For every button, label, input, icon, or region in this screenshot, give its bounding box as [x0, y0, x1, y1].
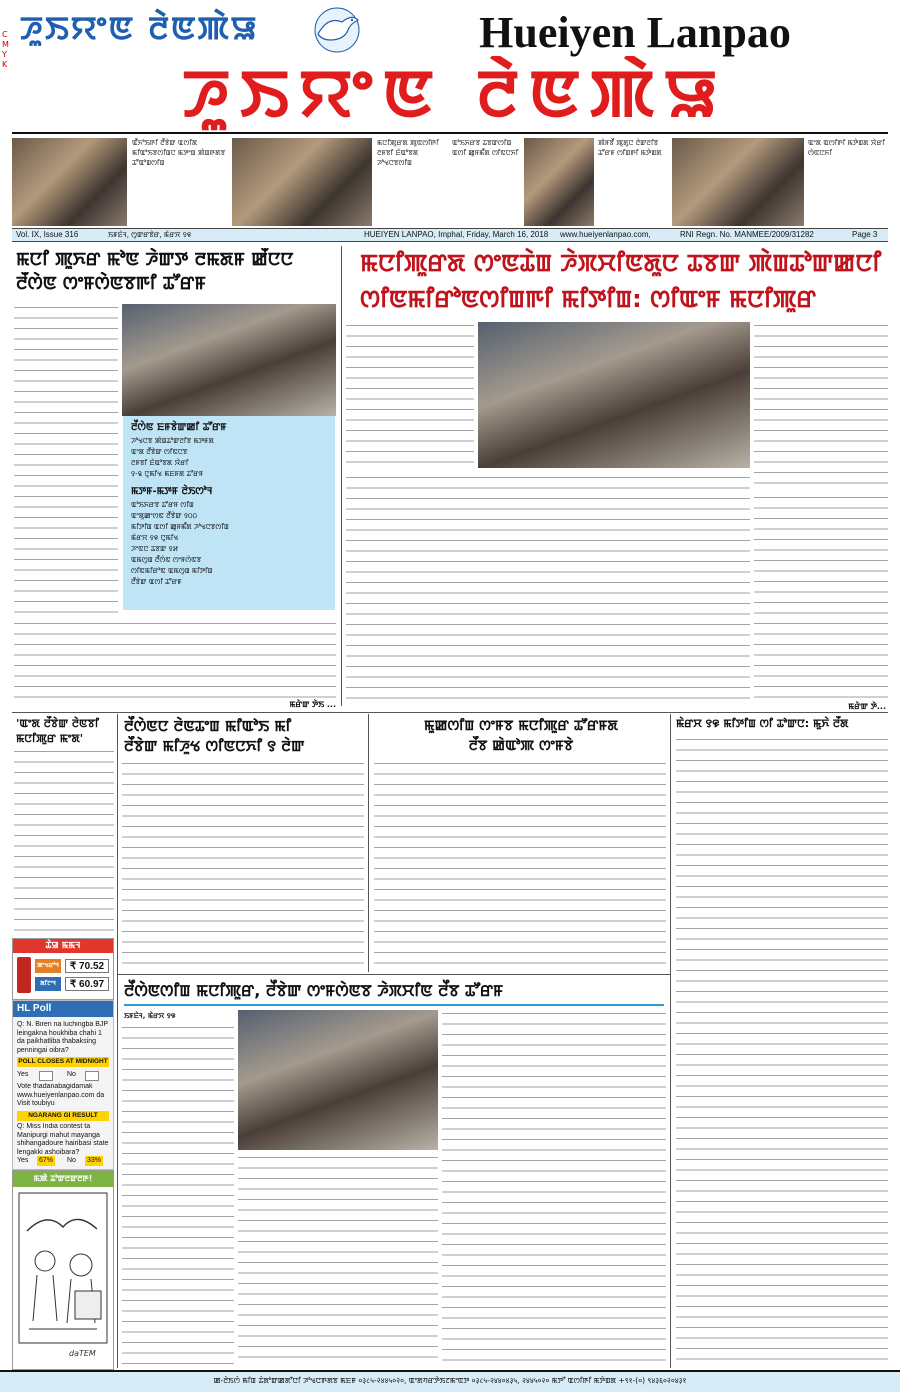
- mid-b-body: [122, 760, 364, 970]
- poll-result-question: Q: Miss India contest ta Manipurgi mahut mayanga shihangadoure hairibasi state lengakki ashoibara?: [17, 1123, 109, 1156]
- poll-question: Q: N. Biren na luchingba BJP leingakna houkhiba chahi 1 da paikhatliba thabaksing penningai oibra?: [17, 1021, 108, 1054]
- column-rule: [670, 714, 671, 1368]
- hl-poll-widget: [12, 1000, 114, 1170]
- poll-yes-label: Yes: [17, 1071, 29, 1078]
- strip-photo: [672, 138, 804, 226]
- result-no-label: No: [67, 1157, 76, 1164]
- main-story-col-3: [754, 494, 888, 700]
- info-box-item: ꯃꯥꯔꯆ ꯱꯶ ꯅꯨꯃꯤꯠ: [131, 534, 179, 542]
- strip-caption: ꯃꯅꯤꯄꯨꯔꯗ ꯄꯨꯟꯁꯤꯒꯤ ꯂꯝꯕꯤ ꯐꯥꯑꯣꯕꯗ ꯍꯣꯠꯅꯕꯁꯤꯡ: [377, 139, 439, 167]
- info-box-item: ꯍꯣꯠꯅꯕ ꯄꯥꯡꯊꯣꯛꯂꯤꯕ ꯃꯇꯝꯗ: [131, 437, 214, 445]
- main-story-body: [346, 474, 750, 700]
- page-number: Page 3: [852, 230, 878, 239]
- info-box-item: ꯂꯝꯕꯤ ꯐꯥꯑꯣꯕꯗ ꯋꯥꯔꯤ: [131, 459, 189, 467]
- poll-result-row: [17, 1155, 109, 1167]
- main-story-col-1: [346, 322, 474, 470]
- strip-item-4[interactable]: [672, 138, 888, 226]
- section-rule: [118, 974, 670, 975]
- info-box-item: ꯂꯩꯕꯥꯛ ꯑꯁꯤ ꯊꯧꯔꯝ: [131, 578, 182, 586]
- petrol-price-row: [35, 959, 109, 973]
- continued-link[interactable]: ꯃꯔꯥꯛ ꯇꯥ...: [848, 702, 886, 711]
- script-title-small: ꯍꯨꯏꯌꯦꯟ ꯂꯥꯟꯄꯥꯎ: [20, 9, 259, 47]
- strip-item-1[interactable]: [12, 138, 227, 226]
- poll-yes-checkbox[interactable]: [39, 1071, 53, 1081]
- info-box-item: ꯃꯤꯇꯤꯡ ꯑꯁꯤ ꯀꯨꯝꯃꯩꯗ ꯍꯣꯠꯅꯕꯁꯤꯡ: [131, 523, 229, 531]
- poll-no-label: No: [67, 1071, 76, 1078]
- petrol-label: ꯄꯦꯠꯔꯣꯜ: [35, 959, 61, 973]
- left-story-body: [14, 304, 118, 618]
- cmyk-marks: C M Y K: [2, 30, 9, 69]
- main-headline-2: ꯁꯤꯟꯃꯤꯔꯣꯟꯁꯤꯡꯒꯤ ꯃꯤꯇꯤꯡ: ꯁꯤꯑꯦꯝ ꯃꯅꯤꯄꯨꯔ: [360, 285, 817, 313]
- column-rule: [368, 714, 369, 972]
- strip-caption: ꯑꯦꯗ ꯑꯁꯤꯒꯤ ꯃꯇꯥꯡꯗ ꯋꯥꯔꯤ ꯁꯥꯟꯅꯈꯤ: [808, 139, 885, 157]
- info-box-list-1: [131, 436, 331, 480]
- main-story-photo: [478, 322, 750, 468]
- dateline-bar: [12, 228, 888, 242]
- mid-left-body: [14, 748, 114, 934]
- script-title-big: ꯍꯨꯏꯌꯦꯟ ꯂꯥꯟꯄꯥꯎ: [182, 56, 728, 132]
- mid-d-body: [676, 736, 888, 1366]
- info-box-item: ꯑꯦꯗꯨꯀꯦꯁꯟ ꯂꯩꯕꯥꯛ ꯱꯰꯰: [131, 512, 198, 520]
- mid-c-headline-1: ꯃꯨꯀꯁꯤꯡ ꯁꯦꯝꯕ ꯃꯅꯤꯄꯨꯔ ꯊꯧꯔꯝꯗ: [424, 718, 618, 734]
- diesel-label: ꯗꯤꯖꯦꯜ: [35, 977, 61, 991]
- result-yes-percent: 67%: [39, 1157, 54, 1164]
- strip-caption: ꯄꯥꯝꯕꯩ ꯄꯨꯗꯨꯅ ꯂꯥꯛꯂꯤꯕ ꯊꯧꯔꯝ ꯁꯤꯡꯒꯤ ꯃꯇꯥꯡꯗ: [598, 139, 662, 157]
- strip-photo: [12, 138, 127, 226]
- mid-left-headline-1: 'ꯑꯦꯗ ꯂꯩꯕꯥꯛ ꯂꯥꯟꯕꯤ: [16, 717, 99, 730]
- info-box-item: ꯑꯦꯗ ꯂꯩꯕꯥꯛ ꯁꯤꯟꯅꯕ: [131, 448, 188, 456]
- diesel-price: ₹ 60.97: [65, 977, 109, 991]
- bottom-body-1: [122, 1024, 234, 1366]
- column-rule: [117, 714, 118, 1368]
- website-link[interactable]: www.hueiyenlanpao.com,: [560, 230, 651, 239]
- dateline: HUEIYEN LANPAO, Imphal, Friday, March 16, 2018: [364, 230, 549, 239]
- mid-b-headline-1: ꯂꯩꯁꯥꯟꯅ ꯂꯥꯟꯊꯦꯡ ꯃꯤꯑꯣꯏ ꯃꯤ: [124, 717, 292, 735]
- strip-caption: ꯑꯣꯏꯈꯔꯕ ꯊꯕꯛꯁꯤꯡ ꯑꯁꯤ ꯀꯨꯝꯃꯩꯗ ꯁꯤꯟꯅꯈꯤ: [452, 139, 519, 157]
- section-rule: [12, 712, 888, 713]
- cartoonist-signature: daTEM: [69, 1349, 96, 1358]
- bottom-headline: ꯂꯩꯁꯥꯟꯁꯤꯡ ꯃꯅꯤꯄꯨꯔ, ꯂꯩꯕꯥꯛ ꯁꯦꯝꯁꯥꯟꯕ ꯍꯥꯞꯆꯤꯟ ꯂꯩꯕ ꯊꯧꯔꯝ: [124, 978, 664, 1006]
- strip-caption: ꯑꯩꯈꯣꯏꯒꯤ ꯂꯩꯕꯥꯛ ꯑꯁꯤꯗ ꯃꯤꯑꯣꯏꯕꯁꯤꯡꯅ ꯃꯇꯦꯡ ꯄꯥꯡꯒꯗꯕ ꯊꯧꯑꯣꯡꯁꯤꯡ: [132, 139, 226, 167]
- poll-vote-link[interactable]: Vote thadanabagidamak www.hueiyenlanpao.com da Visit toubiyu: [17, 1083, 105, 1107]
- mid-left-headline-2: ꯃꯅꯤꯄꯨꯔ ꯃꯦꯗ': [16, 732, 84, 745]
- bottom-body-2: [442, 1010, 666, 1366]
- poll-closes-banner: POLL CLOSES AT MIDNIGHT: [18, 1058, 108, 1065]
- continued-link[interactable]: ꯃꯔꯥꯛ ꯇꯥꯏ ...: [289, 700, 336, 709]
- fuel-price-widget: [12, 938, 114, 1000]
- dove-logo-icon: [308, 6, 366, 54]
- main-story-col-2: [754, 322, 888, 490]
- masthead: [0, 0, 900, 132]
- poll-result-header: NGARANG GI RESULT: [17, 1111, 109, 1121]
- result-yes-label: Yes: [17, 1157, 29, 1164]
- info-box: [123, 416, 335, 610]
- strip-item-2[interactable]: [232, 138, 447, 226]
- info-box-title-2: ꯃꯇꯝ-ꯃꯇꯝ ꯂꯥꯏꯁꯣꯜ: [131, 486, 213, 497]
- english-title: Hueiyen Lanpao: [479, 8, 791, 57]
- fuel-pump-icon: [17, 957, 31, 993]
- footer-contact-bar: ꯀ-ꯂꯥꯏꯁꯥ ꯃꯤꯡ ꯊꯥꯗꯣꯛꯀꯗꯧꯅꯤ ꯍꯣꯠꯅꯒꯗꯕ ꯃꯐꯝ ०३८५-२४४५०२०, ꯑꯦꯗꯚꯔꯇꯥꯏꯖꯃꯦꯟꯇ ०३८५-२४४०४३५, २४४५०२० ꯃꯇꯧ ꯑꯁꯤꯒꯤ ꯃꯇꯥꯡꯗ +९१-(०) ९४३६०२०४३१: [0, 1370, 900, 1392]
- info-box-item: ꯍꯦꯟꯅ ꯊꯕꯛ ꯱꯷: [131, 545, 178, 553]
- poll-vote-row: [17, 1069, 109, 1081]
- column-rule: [341, 246, 342, 706]
- main-headline-1: ꯃꯅꯤꯄꯨꯔꯗ ꯁꯦꯟꯊꯥꯡ ꯍꯥꯞꯆꯤꯟꯗꯨꯅ ꯊꯕꯛ ꯄꯥꯡꯊꯣꯛꯀꯅꯤ: [360, 249, 882, 277]
- result-no-percent: 33%: [87, 1157, 102, 1164]
- local-date: ꯏꯝꯐꯥꯜ, ꯁꯨꯛꯔꯕꯥꯔ, ꯃꯥꯔꯆ ꯱꯶: [108, 231, 192, 239]
- photo-strip: [12, 132, 888, 230]
- info-box-item: ꯑꯃꯁꯨꯡ ꯂꯩꯁꯥꯟ ꯁꯦꯝꯁꯥꯟꯕ: [131, 556, 202, 564]
- volume-issue: Vol. IX, Issue 316: [16, 230, 79, 239]
- bottom-story-photo: [238, 1010, 438, 1150]
- poll-no-checkbox[interactable]: [85, 1071, 99, 1081]
- fuel-price-title: ꯊꯥꯎ ꯃꯃꯜ: [13, 939, 113, 953]
- mid-c-headline-2: ꯂꯩꯕ ꯀꯥꯑꯣꯄ ꯁꯦꯝꯕꯥ: [468, 738, 574, 754]
- strip-photo: [232, 138, 372, 226]
- dateline-byline: ꯏꯝꯐꯥꯜ, ꯃꯥꯔꯆ ꯱꯶: [124, 1012, 176, 1020]
- mid-b-headline-2: ꯂꯩꯕꯥꯛ ꯃꯤꯍꯨꯠ ꯁꯤꯟꯅꯈꯤ ꯱ ꯂꯥꯛ: [124, 737, 305, 755]
- poll-title: HL Poll: [13, 1001, 113, 1017]
- strip-photo: [524, 138, 594, 226]
- info-box-item: ꯱-꯲ ꯅꯨꯃꯤꯠ ꯃꯐꯝꯗ ꯊꯧꯔꯝ: [131, 470, 204, 478]
- strip-item-3[interactable]: [452, 138, 667, 226]
- cartoon-drawing-icon: [17, 1191, 109, 1347]
- mid-c-body: [374, 760, 666, 970]
- stadium-photo: [122, 304, 336, 416]
- left-story-body-lower: [14, 620, 336, 698]
- mid-d-headline: ꯃꯥꯔꯆ ꯱꯶ ꯃꯤꯇꯤꯡ ꯁꯤ ꯊꯣꯛꯅ: ꯃꯨꯈꯥ ꯂꯩꯗ: [676, 717, 849, 730]
- bottom-body-3: [238, 1154, 438, 1366]
- petrol-price: ₹ 70.52: [65, 959, 109, 973]
- left-story-headline-2: ꯂꯩꯁꯥꯟ ꯁꯦꯝꯁꯥꯟꯕꯒꯤ ꯊꯧꯔꯝ: [16, 273, 206, 294]
- cartoon-title: ꯃꯄꯥ ꯊꯣꯛꯂꯛꯂꯒ!: [13, 1171, 113, 1187]
- rni-number: RNI Regn. No. MANMEE/2009/31282: [680, 230, 814, 239]
- info-box-list-2: [131, 500, 331, 588]
- cartoon-panel: [12, 1170, 114, 1370]
- info-box-title-1: ꯂꯩꯁꯥꯟ ꯐꯝꯕꯥꯛꯀꯤ ꯊꯧꯔꯝ: [131, 422, 227, 433]
- info-box-item: ꯁꯤꯟꯃꯤꯔꯣꯟ ꯑꯃꯁꯨꯡ ꯃꯤꯇꯤꯡ: [131, 567, 213, 575]
- diesel-price-row: [35, 977, 109, 991]
- info-box-item: ꯑꯣꯏꯈꯔꯕ ꯊꯧꯔꯝ ꯁꯤꯡ: [131, 501, 194, 509]
- left-story-headline-1: ꯃꯅꯤ ꯄꯨꯈꯔ ꯃꯣꯟ ꯍꯥꯛꯇ ꯂꯃꯗꯝ ꯀꯩꯅꯅ: [16, 249, 294, 270]
